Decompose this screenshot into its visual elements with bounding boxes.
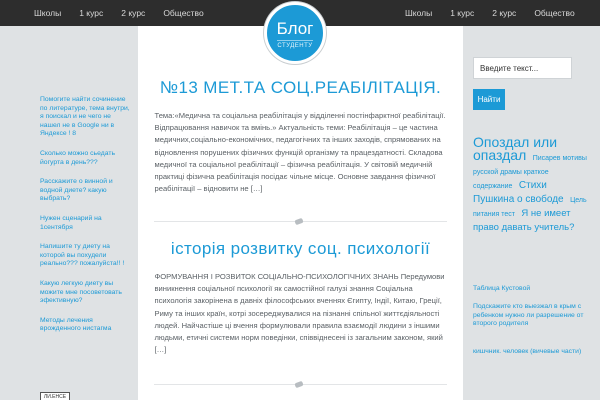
sidebar-link[interactable]: Напишите ту диету на которой вы похудели реально??? пожалуйста!! ! [40, 243, 125, 268]
search-button[interactable]: Найти [473, 89, 505, 110]
sidebar-link[interactable]: Расскажите о винной и водной диете? какую выбрать? [40, 178, 113, 203]
nav-item-course-2[interactable]: 2 курс [121, 8, 146, 18]
post-excerpt: ФОРМУВАННЯ І РОЗВИТОК СОЦІАЛЬНО-ПСИХОЛОГІЧНИХ ЗНАНЬ Передумови виникнення соціальної психології як самостійної галузі знання Соціальна психологія закорінена в давніх філософських вченнях Єгипту, Індії, Китаю, Греції, Риму та інших країн, котрі зосереджувалися на пізнанні спільної життєдіяльності людей. Найчастіше ці вчення формулювали правила взаємодії людини з іншими людьми, етичні системи норм поведінки, співвіднесені із загальним законом, який […] [154, 272, 445, 355]
sidebar-link[interactable]: Таблица Кустовой [473, 285, 531, 292]
separator-ornament-icon [294, 218, 303, 225]
nav-item-course-2[interactable]: 2 курс [492, 8, 517, 18]
sidebar-link[interactable]: Подскажите кто выезжал в крым с ребенком нужно ли разрешение от второго родителя [473, 303, 584, 328]
logo-title: Блог [276, 18, 314, 38]
post-excerpt: Тема:«Медична та соціальна реабілітація у відділенні постінфарктної реабілітації. Відпрацювання навичок та вмінь.» Актуальність теми: Реабілітація – це частина медичних,соціально-економічних, педагогічних та інших заходів, спрямованих на відновлення порушених фізичних функцій організму та працездатності. Складова медичної та соціальної реабілітації – фізична реабілітація. У світовій медичній практиці фізична реабілітація посідає чільне місце. Основне завдання фізичної реабілітації – відновити не […] [154, 111, 446, 194]
nav-item-course-1[interactable]: 1 курс [450, 8, 475, 18]
separator-ornament-icon [294, 381, 303, 388]
sidebar-link[interactable]: Сколько можно сьедать йогурта в день??? [40, 149, 115, 166]
license-badge[interactable]: ЛИ.ЕНСЕ [40, 392, 70, 400]
tag-link[interactable]: Стихи Пушкина о свободе [473, 180, 564, 205]
nav-left [34, 0, 204, 26]
site-logo[interactable] [264, 2, 326, 64]
nav-item-society[interactable]: Общество [534, 8, 575, 18]
sidebar-link[interactable]: кишчник. человек (вичевые части) [473, 348, 582, 355]
tag-link[interactable]: Писарев мотивы русской драмы краткое содержание [473, 155, 587, 190]
tag-link[interactable]: Цель питания тест [473, 197, 587, 218]
sidebar-link[interactable]: Методы лечения врожденного нистагма [40, 316, 112, 333]
logo-subtitle: СТУДЕНТУ [277, 40, 312, 49]
main-content [138, 26, 463, 400]
post [138, 78, 463, 195]
tag-link[interactable]: Я не имеет право давать учитель? [473, 208, 575, 233]
sidebar-link[interactable]: Нужен сценарий на 1сентября [40, 214, 102, 231]
sidebar-link[interactable]: Помогите найти сочинение по литературе, тема внутри, я поискал и не чего не нашел не в Google ни в Яндексе ! 8 [40, 96, 130, 138]
nav-item-society[interactable]: Общество [163, 8, 204, 18]
tag-link[interactable]: Опоздал или опаздал [473, 134, 558, 163]
nav-item-schools[interactable]: Школы [34, 8, 62, 18]
left-sidebar [40, 96, 130, 334]
nav-item-schools[interactable]: Школы [405, 8, 433, 18]
post-title[interactable]: №13 МЕТ.ТА СОЦ.РЕАБІЛІТАЦІЯ. [159, 78, 442, 97]
post [138, 239, 463, 356]
post-title[interactable]: історія розвитку соц. психології [170, 239, 431, 258]
nav-item-course-1[interactable]: 1 курс [79, 8, 104, 18]
nav-right [405, 0, 575, 26]
tag-cloud [473, 136, 588, 233]
search-input[interactable] [473, 57, 572, 79]
sidebar-link[interactable]: Какую легкую диету вы можите мне посоветовать эфективную? [40, 279, 122, 305]
